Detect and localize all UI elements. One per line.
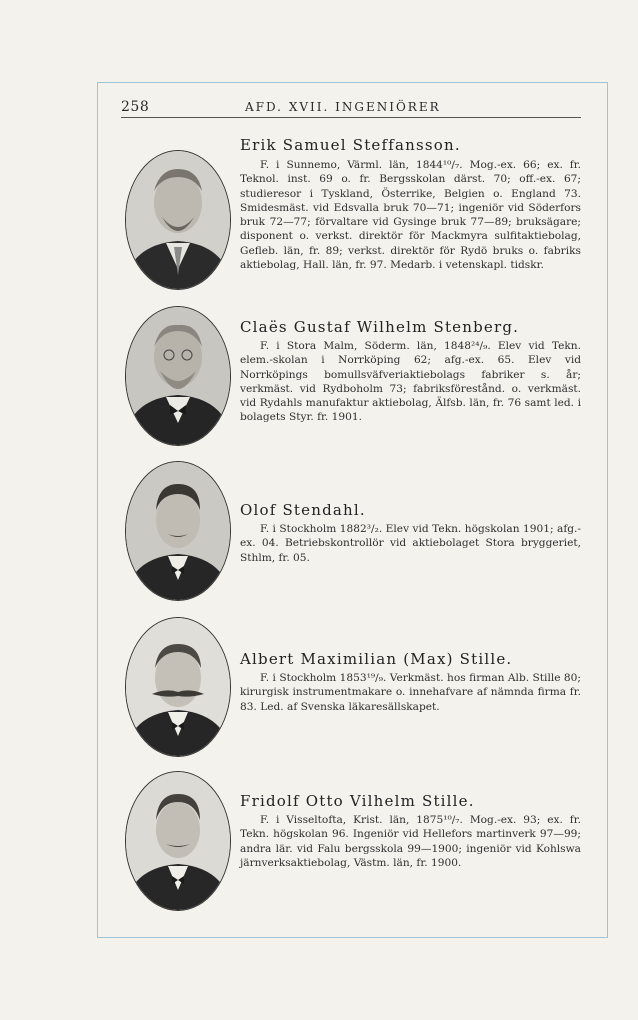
person-name: Olof Stendahl.: [240, 501, 366, 519]
person-name: Claës Gustaf Wilhelm Stenberg.: [240, 318, 520, 336]
portrait-photo: [125, 617, 231, 757]
portrait-illustration: [126, 772, 230, 910]
person-biography: F. i Stockholm 1882³/₂. Elev vid Tekn. högskolan 1901; afg.-ex. 04. Betriebskontrollör vid aktiebolaget Stora bryggeriet, Sthlm, fr. 05.: [240, 523, 581, 564]
person-biography: F. i Stora Malm, Söderm. län, 1848²⁴/₉. Elev vid Tekn. elem.-skolan i Norrköping 62; afg.-ex. 65. Elev vid Norrköpings bomullsväfveriaktiebolags fabriker s. år; verkmäst. vid Rydboholm 73; fabriksförestånd. o. verkmäst. vid Rydahls manufaktur aktiebolag, Älfsb. län, fr. 76 samt led. i bolagets Styr. fr. 1901.: [240, 340, 581, 424]
person-name: Erik Samuel Steffansson.: [240, 136, 461, 154]
portrait-photo: [125, 306, 231, 446]
section-title: AFD. XVII. INGENIÖRER: [245, 100, 441, 114]
portrait-photo: [125, 150, 231, 290]
person-biography: F. i Sunnemo, Värml. län, 1844¹⁰/₇. Mog.-ex. 66; ex. fr. Teknol. inst. 69 o. fr. Bergsskolan därst. 70; off.-ex. 67; studieresor i Tyskland, Österrike, Belgien o. England 73. Smidesmäst. vid Edsvalla bruk 70—71; ingeniör vid Söderfors bruk 72—77; förvaltare vid Gysinge bruk 77—89; bruksägare; disponent o. verkst. direktör för Mackmyra sulfitaktiebolag, Gefleb. län, fr. 89; verkst. direktör för Rydö bruks o. fabriks aktiebolag, Hall. län, fr. 97. Medarb. i vetenskapl. tidskr.: [240, 159, 581, 272]
portrait-illustration: [126, 618, 230, 756]
portrait-photo: [125, 461, 231, 601]
person-biography: F. i Visseltofta, Krist. län, 1875¹⁰/₇. Mog.-ex. 93; ex. fr. Tekn. högskolan 96. Ingeniör vid Hellefors martinverk 97—99; andra lär. vid Falu bergsskola 99—1900; ingeniör vid Kohlswa järnverksaktiebolag, Västm. län, fr. 1900.: [240, 814, 581, 869]
portrait-illustration: [126, 307, 230, 445]
person-name: Albert Maximilian (Max) Stille.: [240, 650, 513, 668]
person-name: Fridolf Otto Vilhelm Stille.: [240, 792, 475, 810]
page-number: 258: [121, 99, 150, 115]
portrait-photo: [125, 771, 231, 911]
page-header: [121, 97, 581, 118]
portrait-illustration: [126, 151, 230, 289]
portrait-illustration: [126, 462, 230, 600]
person-biography: F. i Stockholm 1853¹⁹/₉. Verkmäst. hos firman Alb. Stille 80; kirurgisk instrumentmakare o. innehafvare af nämnda firma fr. 83. Led. af Svenska läkaresällskapet.: [240, 672, 581, 713]
